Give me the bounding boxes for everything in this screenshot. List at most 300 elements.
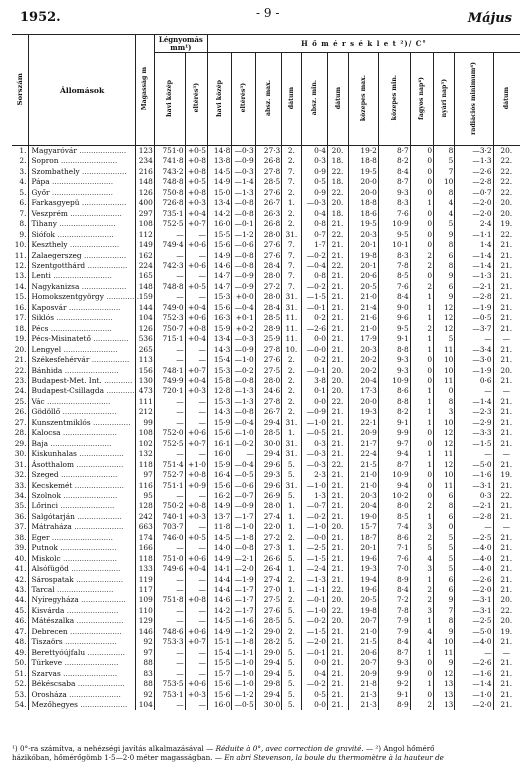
table-cell: 19. — [493, 627, 520, 637]
table-cell: 9 — [434, 627, 455, 637]
table-cell: — — [185, 585, 207, 595]
table-cell: 21. — [327, 219, 348, 229]
table-cell: 1 — [410, 449, 433, 459]
station-name: Gödöllő ....................... — [29, 407, 135, 417]
table-cell: 108 — [135, 428, 154, 438]
table-cell: —4·0 — [455, 554, 493, 564]
table-cell: — — [154, 648, 185, 658]
table-cell: —0·2 — [302, 512, 327, 522]
table-cell: —0·8 — [232, 407, 255, 417]
station-name: Tihany ........................ — [29, 219, 135, 229]
table-row — [12, 282, 520, 292]
table-cell: 27·4 — [255, 512, 282, 522]
table-cell: 715·1 — [154, 334, 185, 344]
table-cell: 21. — [493, 345, 520, 355]
table-cell: 110 — [135, 606, 154, 616]
table-cell: 10 — [434, 355, 455, 365]
table-cell: 13·7 — [207, 512, 231, 522]
table-cell: 0 — [434, 522, 455, 532]
table-cell: 749·4 — [154, 240, 185, 250]
table-cell: — — [455, 386, 493, 396]
table-cell: 21·8 — [349, 679, 379, 689]
table-cell: 48. — [14, 637, 27, 647]
dot-leader: ................ — [90, 417, 131, 427]
table-cell: 21. — [493, 418, 520, 428]
table-cell: 2. — [282, 366, 302, 376]
dot-leader: ...................... — [66, 302, 121, 312]
table-cell: 14·9 — [207, 554, 231, 564]
table-cell: 0·9 — [302, 188, 327, 198]
table-cell: 22. — [327, 188, 348, 198]
table-cell: 116 — [135, 481, 154, 491]
table-cell: 15·6 — [207, 679, 231, 689]
table-cell: — — [154, 251, 185, 261]
table-row — [12, 543, 520, 553]
table-cell: 752·7 — [154, 470, 185, 480]
table-cell: 26·8 — [255, 156, 282, 166]
dot-leader: ................... — [76, 449, 124, 459]
table-cell: 0·2 — [302, 355, 327, 365]
table-cell: 11. — [282, 313, 302, 323]
table-cell: — — [185, 648, 207, 658]
table-cell: 224 — [135, 261, 154, 271]
table-cell: 27·0 — [255, 585, 282, 595]
table-cell: 15·5 — [207, 658, 231, 668]
station-name: Eger .......................... — [29, 533, 135, 543]
table-cell: — — [154, 616, 185, 626]
table-cell: 18·8 — [349, 156, 379, 166]
table-cell: —2·0 — [455, 585, 493, 595]
station-name: Orosháza ...................... — [29, 690, 135, 700]
table-cell: 21·6 — [349, 313, 379, 323]
table-cell: 6 — [434, 585, 455, 595]
table-cell: 14·5 — [207, 167, 231, 177]
table-cell: 753·1 — [154, 690, 185, 700]
table-cell: 2. — [282, 209, 302, 219]
table-cell: 21. — [327, 648, 348, 658]
table-cell: 28·0 — [255, 501, 282, 511]
table-cell: +0·6 — [185, 261, 207, 271]
station-name: Szombathely ................... — [29, 167, 135, 177]
station-name: Kunszentmiklós ................ — [29, 418, 135, 428]
table-cell: 22. — [327, 585, 348, 595]
table-cell: 2. — [282, 355, 302, 365]
table-cell: 13·4 — [207, 334, 231, 344]
table-row — [12, 355, 520, 365]
table-cell: 5 — [434, 554, 455, 564]
table-cell: 36. — [14, 511, 27, 521]
dot-leader: ......................... — [50, 271, 112, 281]
table-cell: 21. — [327, 512, 348, 522]
table-cell: 10 — [434, 177, 455, 187]
table-cell: 15·9 — [207, 460, 231, 470]
table-cell: 750·8 — [154, 188, 185, 198]
table-cell: 19·6 — [349, 585, 379, 595]
table-cell: —1·8 — [232, 533, 255, 543]
table-cell: —0·1 — [302, 595, 327, 605]
table-cell: +0·2 — [232, 324, 255, 334]
table-cell: 19·3 — [349, 407, 379, 417]
table-cell: — — [185, 355, 207, 365]
table-cell: —1·5 — [302, 554, 327, 564]
table-cell: 16·3 — [207, 313, 231, 323]
table-cell: — — [185, 418, 207, 428]
table-cell: 0 — [410, 366, 433, 376]
table-cell: 1 — [410, 386, 433, 396]
table-cell: 1·4 — [455, 240, 493, 250]
station-name: Miskolc ....................... — [29, 554, 135, 564]
table-cell: 21. — [493, 501, 520, 511]
table-cell: 41. — [14, 564, 27, 574]
table-cell: 21. — [493, 637, 520, 647]
table-cell: 1 — [410, 292, 433, 302]
table-row — [12, 219, 520, 229]
table-cell: —0·2 — [302, 616, 327, 626]
table-row — [12, 292, 520, 302]
table-cell: — — [185, 407, 207, 417]
table-cell: 118 — [135, 460, 154, 470]
table-cell: —1·6 — [455, 669, 493, 679]
table-cell: 748·8 — [154, 282, 185, 292]
table-cell: —1·0 — [302, 522, 327, 532]
table-cell: — — [185, 292, 207, 302]
station-name: Budapest-Met. Int. ............ — [29, 376, 135, 386]
table-cell: 8 — [434, 616, 455, 626]
table-cell: —1·9 — [455, 366, 493, 376]
table-cell: — — [185, 606, 207, 616]
table-cell: 750·7 — [154, 324, 185, 334]
table-cell: 5. — [19, 187, 27, 197]
header-magassag: Magasság m — [135, 35, 154, 146]
table-cell: 5. — [282, 554, 302, 564]
table-cell: 8·4 — [378, 292, 410, 302]
table-cell: 0·5 — [302, 690, 327, 700]
table-cell: 7. — [282, 261, 302, 271]
table-cell: 14·6 — [207, 595, 231, 605]
table-cell: 21. — [327, 251, 348, 261]
table-cell: 1. — [282, 522, 302, 532]
table-cell: 8·5 — [378, 271, 410, 281]
station-name: Szentgotthárd ................. — [29, 261, 135, 271]
table-cell: 21. — [493, 428, 520, 438]
table-cell: 4 — [410, 554, 433, 564]
table-cell: 132 — [135, 449, 154, 459]
table-cell: 27·2 — [255, 282, 282, 292]
dot-leader: ...................... — [67, 208, 122, 218]
table-cell: —0·1 — [232, 219, 255, 229]
table-cell: 29·3 — [255, 470, 282, 480]
table-cell: —0·7 — [232, 491, 255, 501]
table-cell: — — [154, 292, 185, 302]
table-row — [12, 575, 520, 585]
table-cell: 28·5 — [255, 177, 282, 187]
station-name: Homokszentgyörgy .............. — [29, 292, 135, 302]
table-cell: 3 — [434, 407, 455, 417]
table-cell: 21·3 — [349, 690, 379, 700]
table-cell: 21. — [327, 449, 348, 459]
table-row — [12, 554, 520, 564]
table-cell: 21. — [327, 313, 348, 323]
table-cell: 8. — [19, 219, 27, 229]
table-cell: +0·7 — [185, 637, 207, 647]
header-sorszam: Sorszám — [12, 35, 29, 146]
table-cell: 18·6 — [349, 209, 379, 219]
table-cell: 216 — [135, 167, 154, 177]
table-cell: 0 — [410, 219, 433, 229]
table-cell: 11 — [434, 376, 455, 386]
table-cell: 751·0 — [154, 554, 185, 564]
table-row — [12, 324, 520, 334]
table-cell: — — [154, 543, 185, 553]
table-cell: —0·8 — [232, 198, 255, 208]
table-cell: —1·0 — [232, 355, 255, 365]
table-cell: —3·1 — [455, 606, 493, 616]
table-cell: 752·3 — [154, 313, 185, 323]
table-cell: 0·3 — [302, 439, 327, 449]
header-datum-rad: dátum — [493, 53, 520, 146]
table-cell: 0·4 — [302, 669, 327, 679]
table-cell: 21. — [493, 251, 520, 261]
table-row — [12, 501, 520, 511]
table-cell: 749·0 — [154, 303, 185, 313]
table-cell: 297 — [135, 209, 154, 219]
table-row — [12, 491, 520, 501]
table-cell: 28·9 — [255, 324, 282, 334]
table-cell: 2 — [410, 700, 433, 710]
table-cell: 21. — [327, 428, 348, 438]
table-cell: 28·0 — [255, 271, 282, 281]
table-cell: 9·1 — [378, 690, 410, 700]
header-allomasok: Állomások — [29, 35, 135, 146]
header-datum-max: dátum — [282, 53, 302, 146]
table-cell: 21·4 — [349, 303, 379, 313]
table-cell: +0·7 — [185, 366, 207, 376]
table-cell: 9·9 — [378, 669, 410, 679]
table-cell: 9·4 — [378, 449, 410, 459]
table-row — [12, 460, 520, 470]
table-cell: 14·1 — [207, 564, 231, 574]
table-cell: 16·0 — [207, 700, 231, 710]
table-cell: 8·4 — [378, 167, 410, 177]
table-cell: 17·9 — [349, 334, 379, 344]
table-cell: 21. — [493, 407, 520, 417]
table-cell: —0·1 — [302, 366, 327, 376]
table-cell: 20·6 — [349, 271, 379, 281]
table-cell: —1·5 — [302, 627, 327, 637]
table-cell: 21. — [327, 481, 348, 491]
table-cell: 21. — [327, 292, 348, 302]
table-cell: —4·0 — [455, 564, 493, 574]
table-cell: —3·3 — [455, 428, 493, 438]
table-cell: —2·8 — [455, 177, 493, 187]
table-cell: —2·4 — [302, 564, 327, 574]
table-cell: —2·0 — [455, 209, 493, 219]
dot-leader: ..................... — [71, 522, 124, 532]
table-cell: —2·8 — [455, 512, 493, 522]
table-cell: 20. — [327, 386, 348, 396]
table-cell: — — [185, 575, 207, 585]
table-cell: —1·9 — [455, 303, 493, 313]
table-cell: 4 — [410, 637, 433, 647]
table-cell: 92 — [135, 690, 154, 700]
table-cell: — — [154, 575, 185, 585]
table-cell: 28·0 — [255, 230, 282, 240]
table-cell: 21·0 — [349, 627, 379, 637]
dot-leader: ........................ — [58, 470, 118, 480]
table-row — [12, 616, 520, 626]
table-cell: 16·1 — [207, 439, 231, 449]
table-cell: 21. — [327, 533, 348, 543]
table-cell: 9·0 — [378, 303, 410, 313]
table-cell: —1·7 — [232, 585, 255, 595]
table-cell: 28·4 — [255, 261, 282, 271]
table-cell: 9. — [19, 229, 27, 239]
table-cell: 751·8 — [154, 595, 185, 605]
table-cell: —1·2 — [232, 690, 255, 700]
table-cell: 14. — [14, 281, 27, 291]
table-row — [12, 271, 520, 281]
table-cell: —1·1 — [302, 585, 327, 595]
table-cell: —2·0 — [232, 564, 255, 574]
table-cell: +0·8 — [185, 188, 207, 198]
station-name: Farkasgyepü ................... — [29, 198, 135, 208]
table-cell: 16·0 — [207, 219, 231, 229]
table-cell: 18. — [327, 156, 348, 166]
table-cell: 97 — [135, 470, 154, 480]
table-cell: 8·5 — [378, 512, 410, 522]
table-cell: 5 — [434, 219, 455, 229]
table-cell: —2·5 — [455, 616, 493, 626]
dot-leader: .................... — [73, 574, 124, 584]
table-cell: 0 — [410, 156, 433, 166]
table-cell: 26·4 — [255, 564, 282, 574]
table-cell: +0·6 — [185, 679, 207, 689]
table-cell: 22. — [327, 167, 348, 177]
table-cell: 21. — [327, 334, 348, 344]
table-cell: 30. — [14, 449, 27, 459]
table-cell: 14·9 — [207, 177, 231, 187]
table-cell: 2. — [282, 188, 302, 198]
table-cell: —0·8 — [232, 376, 255, 386]
table-cell: 0 — [410, 167, 433, 177]
station-name: Magyaróvár .................... — [29, 146, 135, 157]
table-cell: 92 — [135, 637, 154, 647]
table-cell: 5. — [282, 491, 302, 501]
table-cell: 752·5 — [154, 219, 185, 229]
station-name: Siklós ........................ — [29, 313, 135, 323]
table-cell: 0 — [410, 481, 433, 491]
table-cell: 21. — [327, 240, 348, 250]
table-cell: 473 — [135, 386, 154, 396]
table-cell: — — [154, 407, 185, 417]
table-cell: 4. — [19, 177, 27, 187]
table-cell: 27·6 — [255, 251, 282, 261]
table-cell: 20. — [493, 595, 520, 605]
table-row — [12, 700, 520, 710]
table-cell: —4·0 — [455, 637, 493, 647]
station-name: Lenti ......................... — [29, 271, 135, 281]
table-cell: 21·3 — [349, 700, 379, 710]
table-cell: 149 — [135, 240, 154, 250]
table-cell: —5·0 — [455, 627, 493, 637]
table-cell: 21. — [327, 439, 348, 449]
table-cell: 29·4 — [255, 418, 282, 428]
table-cell: 27·5 — [255, 366, 282, 376]
table-cell: 7·0 — [378, 564, 410, 574]
table-cell: 1 — [410, 198, 433, 208]
table-cell: 11·8 — [207, 522, 231, 532]
station-name: Pápa .......................... — [29, 177, 135, 187]
dot-leader: ....................... — [61, 344, 118, 354]
table-cell: 8·2 — [378, 156, 410, 166]
table-cell: 119 — [135, 575, 154, 585]
table-row — [12, 376, 520, 386]
station-name: Ásotthalom .................... — [29, 460, 135, 470]
table-cell: 1 — [410, 345, 433, 355]
table-row — [12, 481, 520, 491]
table-cell: 12 — [434, 303, 455, 313]
table-cell: 20·3 — [349, 230, 379, 240]
table-cell: —1·0 — [232, 669, 255, 679]
table-cell: 14·9 — [207, 627, 231, 637]
station-name: Székesfehérvár ................ — [29, 355, 135, 365]
table-cell: 2. — [282, 156, 302, 166]
station-name: Baja .......................... — [29, 439, 135, 449]
table-cell: 32. — [14, 470, 27, 480]
table-cell: 39. — [14, 543, 27, 553]
table-cell: 26·6 — [255, 554, 282, 564]
table-cell: 20·1 — [349, 240, 379, 250]
table-cell: —1·9 — [232, 575, 255, 585]
table-cell: 6 — [434, 282, 455, 292]
table-cell: 0 — [410, 240, 433, 250]
table-cell: 26·3 — [255, 209, 282, 219]
dot-leader: ................ — [89, 355, 130, 365]
table-cell: — — [154, 271, 185, 281]
table-cell: 0 — [410, 376, 433, 386]
table-cell: 21. — [493, 460, 520, 470]
dot-leader: ....................... — [58, 501, 115, 511]
table-cell: — — [232, 449, 255, 459]
table-cell: 27·8 — [255, 345, 282, 355]
table-cell: 15·1 — [207, 637, 231, 647]
table-cell: 19. — [493, 219, 520, 229]
dot-leader: ....................... — [62, 658, 119, 668]
year-label: 1952. — [20, 10, 61, 25]
climate-table — [12, 34, 520, 710]
table-cell: 8 — [434, 146, 455, 157]
table-cell: 7·6 — [378, 209, 410, 219]
table-cell: 15·4 — [207, 648, 231, 658]
table-cell: 27·5 — [255, 595, 282, 605]
table-cell: 15·7 — [207, 669, 231, 679]
table-cell: 2·3 — [302, 470, 327, 480]
table-cell: 24·6 — [255, 386, 282, 396]
table-cell: 54. — [14, 700, 27, 710]
table-cell: 20·5 — [349, 595, 379, 605]
table-cell: 234 — [135, 156, 154, 166]
table-cell: 7·6 — [378, 554, 410, 564]
table-cell: 21. — [327, 501, 348, 511]
dot-leader: ........................ — [58, 156, 118, 166]
table-cell: 19·2 — [349, 146, 379, 157]
table-cell: +0·6 — [185, 554, 207, 564]
table-cell: 27·8 — [255, 397, 282, 407]
table-cell: 0 — [410, 428, 433, 438]
station-name: Berettyóújfalu ................ — [29, 648, 135, 658]
table-cell: 6 — [434, 512, 455, 522]
table-cell: 751·0 — [154, 146, 185, 157]
